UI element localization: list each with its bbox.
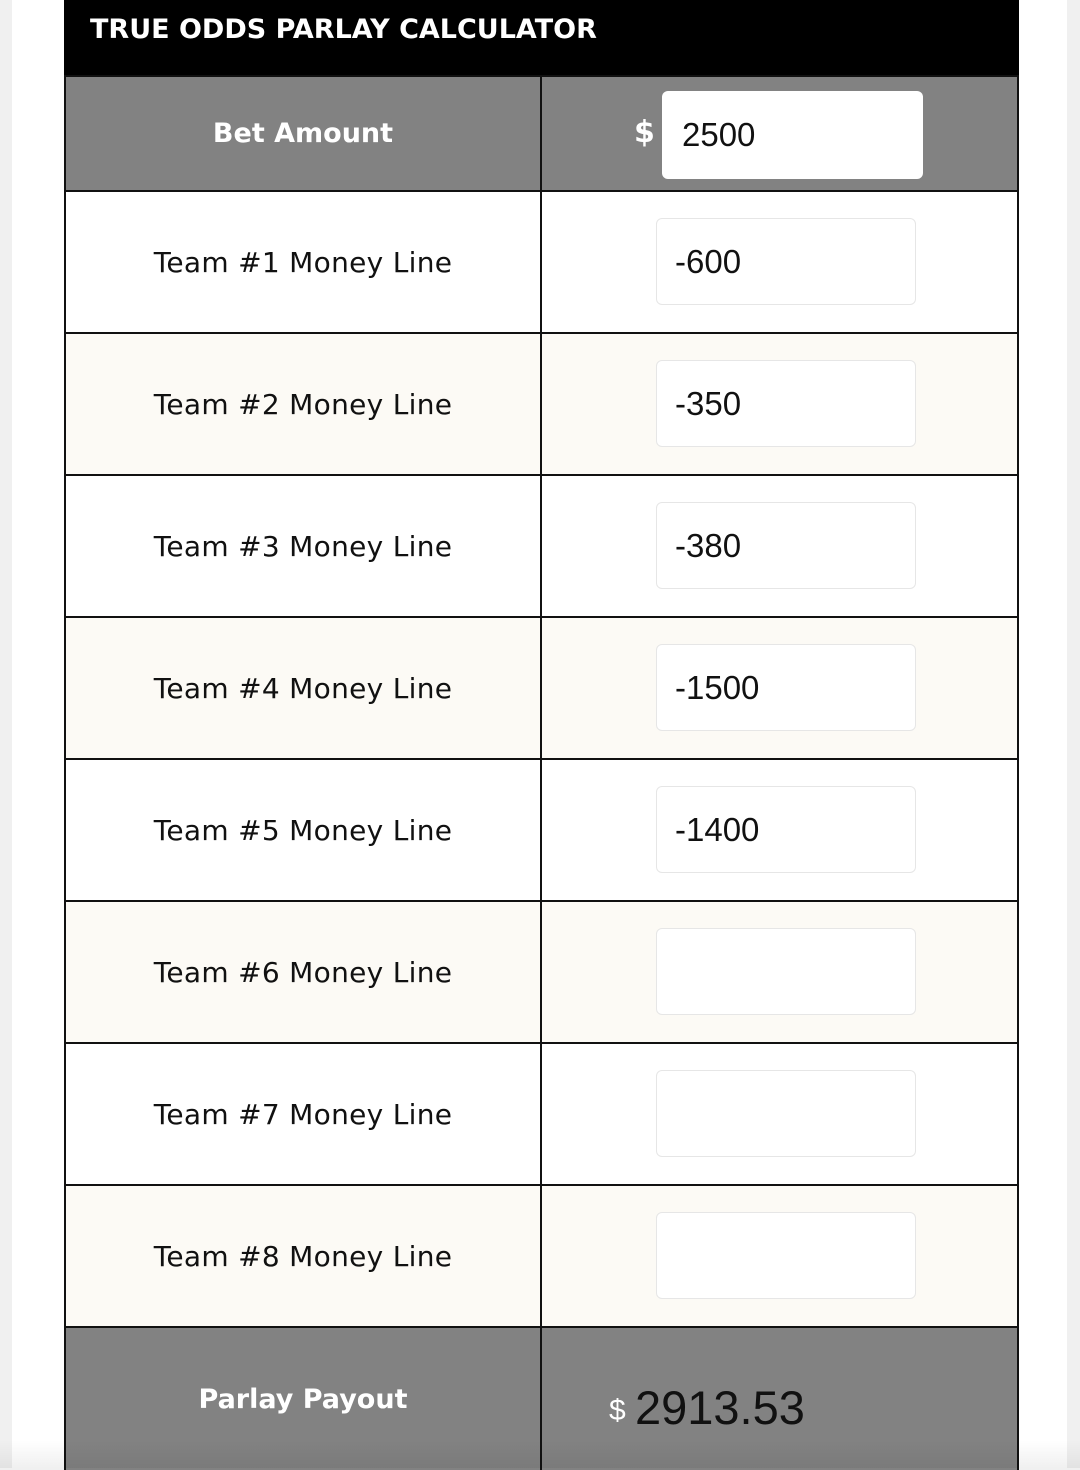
team-3-label: Team #3 Money Line bbox=[153, 529, 453, 563]
team-1-money-line-input[interactable]: -600 bbox=[656, 218, 916, 305]
team-row-5 bbox=[66, 760, 1017, 902]
team-8-money-line-input[interactable] bbox=[656, 1212, 916, 1299]
team-7-label: Team #7 Money Line bbox=[153, 1097, 453, 1131]
team-row-8 bbox=[66, 1186, 1017, 1328]
team-row-4 bbox=[66, 618, 1017, 760]
team-4-money-line-input[interactable]: -1500 bbox=[656, 644, 916, 731]
team-5-label: Team #5 Money Line bbox=[153, 813, 453, 847]
bet-amount-row bbox=[66, 75, 1017, 192]
calculator-table bbox=[64, 75, 1019, 1470]
parlay-payout-label: Parlay Payout bbox=[198, 1383, 408, 1415]
team-4-label: Team #4 Money Line bbox=[153, 671, 453, 705]
team-1-label: Team #1 Money Line bbox=[153, 245, 453, 279]
team-row-1 bbox=[66, 192, 1017, 334]
title-bar bbox=[64, 0, 1019, 76]
team-7-money-line-input[interactable] bbox=[656, 1070, 916, 1157]
calculator-title: TRUE ODDS PARLAY CALCULATOR bbox=[90, 14, 597, 45]
payout-dollar-icon: $ bbox=[609, 1394, 626, 1427]
team-8-label: Team #8 Money Line bbox=[153, 1239, 453, 1273]
bet-amount-input[interactable]: 2500 bbox=[662, 91, 923, 179]
team-5-money-line-input[interactable]: -1400 bbox=[656, 786, 916, 873]
parlay-calculator bbox=[64, 0, 1019, 1468]
team-6-money-line-input[interactable] bbox=[656, 928, 916, 1015]
team-2-money-line-input[interactable]: -350 bbox=[656, 360, 916, 447]
team-row-3 bbox=[66, 476, 1017, 618]
parlay-payout-value: 2913.53 bbox=[635, 1381, 805, 1434]
parlay-payout-row bbox=[66, 1328, 1017, 1470]
team-row-2 bbox=[66, 334, 1017, 476]
team-row-6 bbox=[66, 902, 1017, 1044]
bet-amount-label: Bet Amount bbox=[212, 118, 394, 149]
team-6-label: Team #6 Money Line bbox=[153, 955, 453, 989]
team-3-money-line-input[interactable]: -380 bbox=[656, 502, 916, 589]
dollar-icon: $ bbox=[634, 115, 655, 150]
team-2-label: Team #2 Money Line bbox=[153, 387, 453, 421]
team-row-7 bbox=[66, 1044, 1017, 1186]
